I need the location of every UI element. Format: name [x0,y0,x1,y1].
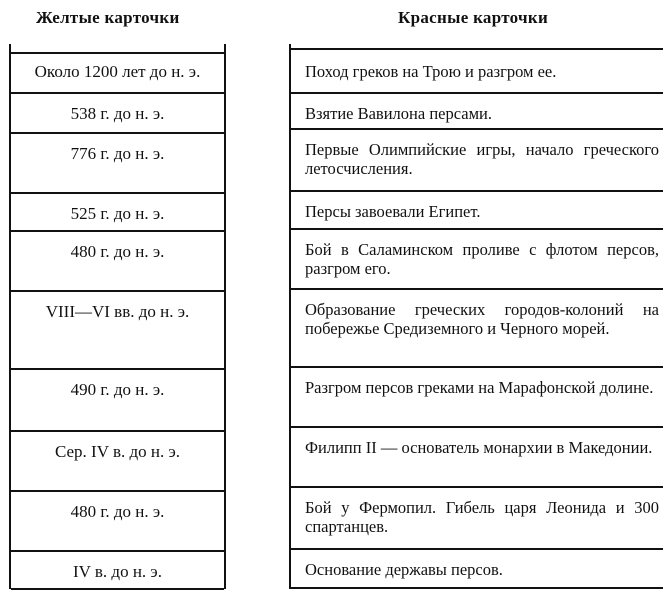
card-event: Первые Олимпийские игры, начало греческого летосчисления. [305,140,659,178]
yellow-card-row [11,92,224,132]
card-event: Основание державы персов. [305,560,503,579]
yellow-card-row [11,550,224,590]
red-card-row [291,548,663,589]
card-event: Бой у Фермопил. Гибель царя Леонида и 300 спартанцев. [305,498,659,536]
yellow-card-row [11,132,224,192]
card-event: Разгром персов греками на Марафонской долине. [305,378,654,397]
red-cards-header: Красные карточки [398,8,549,27]
card-date: 538 г. до н. э. [70,104,165,123]
red-card-row [291,228,663,288]
red-card-row [291,486,663,548]
red-cards-column [289,44,663,589]
card-date: Сер. IV в. до н. э. [54,442,181,461]
card-event: Бой в Саламинском проливе с флотом персов, разгром его. [305,240,659,278]
card-date: 480 г. до н. э. [70,502,165,521]
yellow-card-row [11,290,224,368]
yellow-card-row [11,490,224,550]
card-event: Взятие Вавилона персами. [305,104,492,123]
card-date: 480 г. до н. э. [70,242,165,261]
card-event: Филипп II — основатель монархии в Македонии. [305,438,653,457]
yellow-cards-header: Желтые карточки [36,8,180,27]
card-date: 490 г. до н. э. [70,380,165,399]
yellow-cards-column [9,44,226,589]
red-card-row [291,426,663,486]
yellow-card-row [11,368,224,430]
red-card-row [291,48,663,92]
card-date: 776 г. до н. э. [70,144,165,163]
yellow-card-row [11,430,224,490]
yellow-card-row [11,52,224,92]
card-event: Образование греческих городов-колоний на побережье Средиземного и Черного морей. [305,300,659,338]
red-card-row [291,128,663,190]
card-date: IV в. до н. э. [73,562,162,581]
card-date: VIII—VI вв. до н. э. [45,302,190,321]
yellow-card-row [11,192,224,230]
red-card-row [291,366,663,426]
red-card-row [291,92,663,128]
card-event: Поход греков на Трою и разгром ее. [305,62,557,81]
red-card-row [291,190,663,228]
card-date: 525 г. до н. э. [70,204,165,223]
yellow-card-row [11,230,224,290]
red-card-row [291,288,663,366]
card-date: Около 1200 лет до н. э. [34,62,201,81]
card-event: Персы завоевали Египет. [305,202,481,221]
